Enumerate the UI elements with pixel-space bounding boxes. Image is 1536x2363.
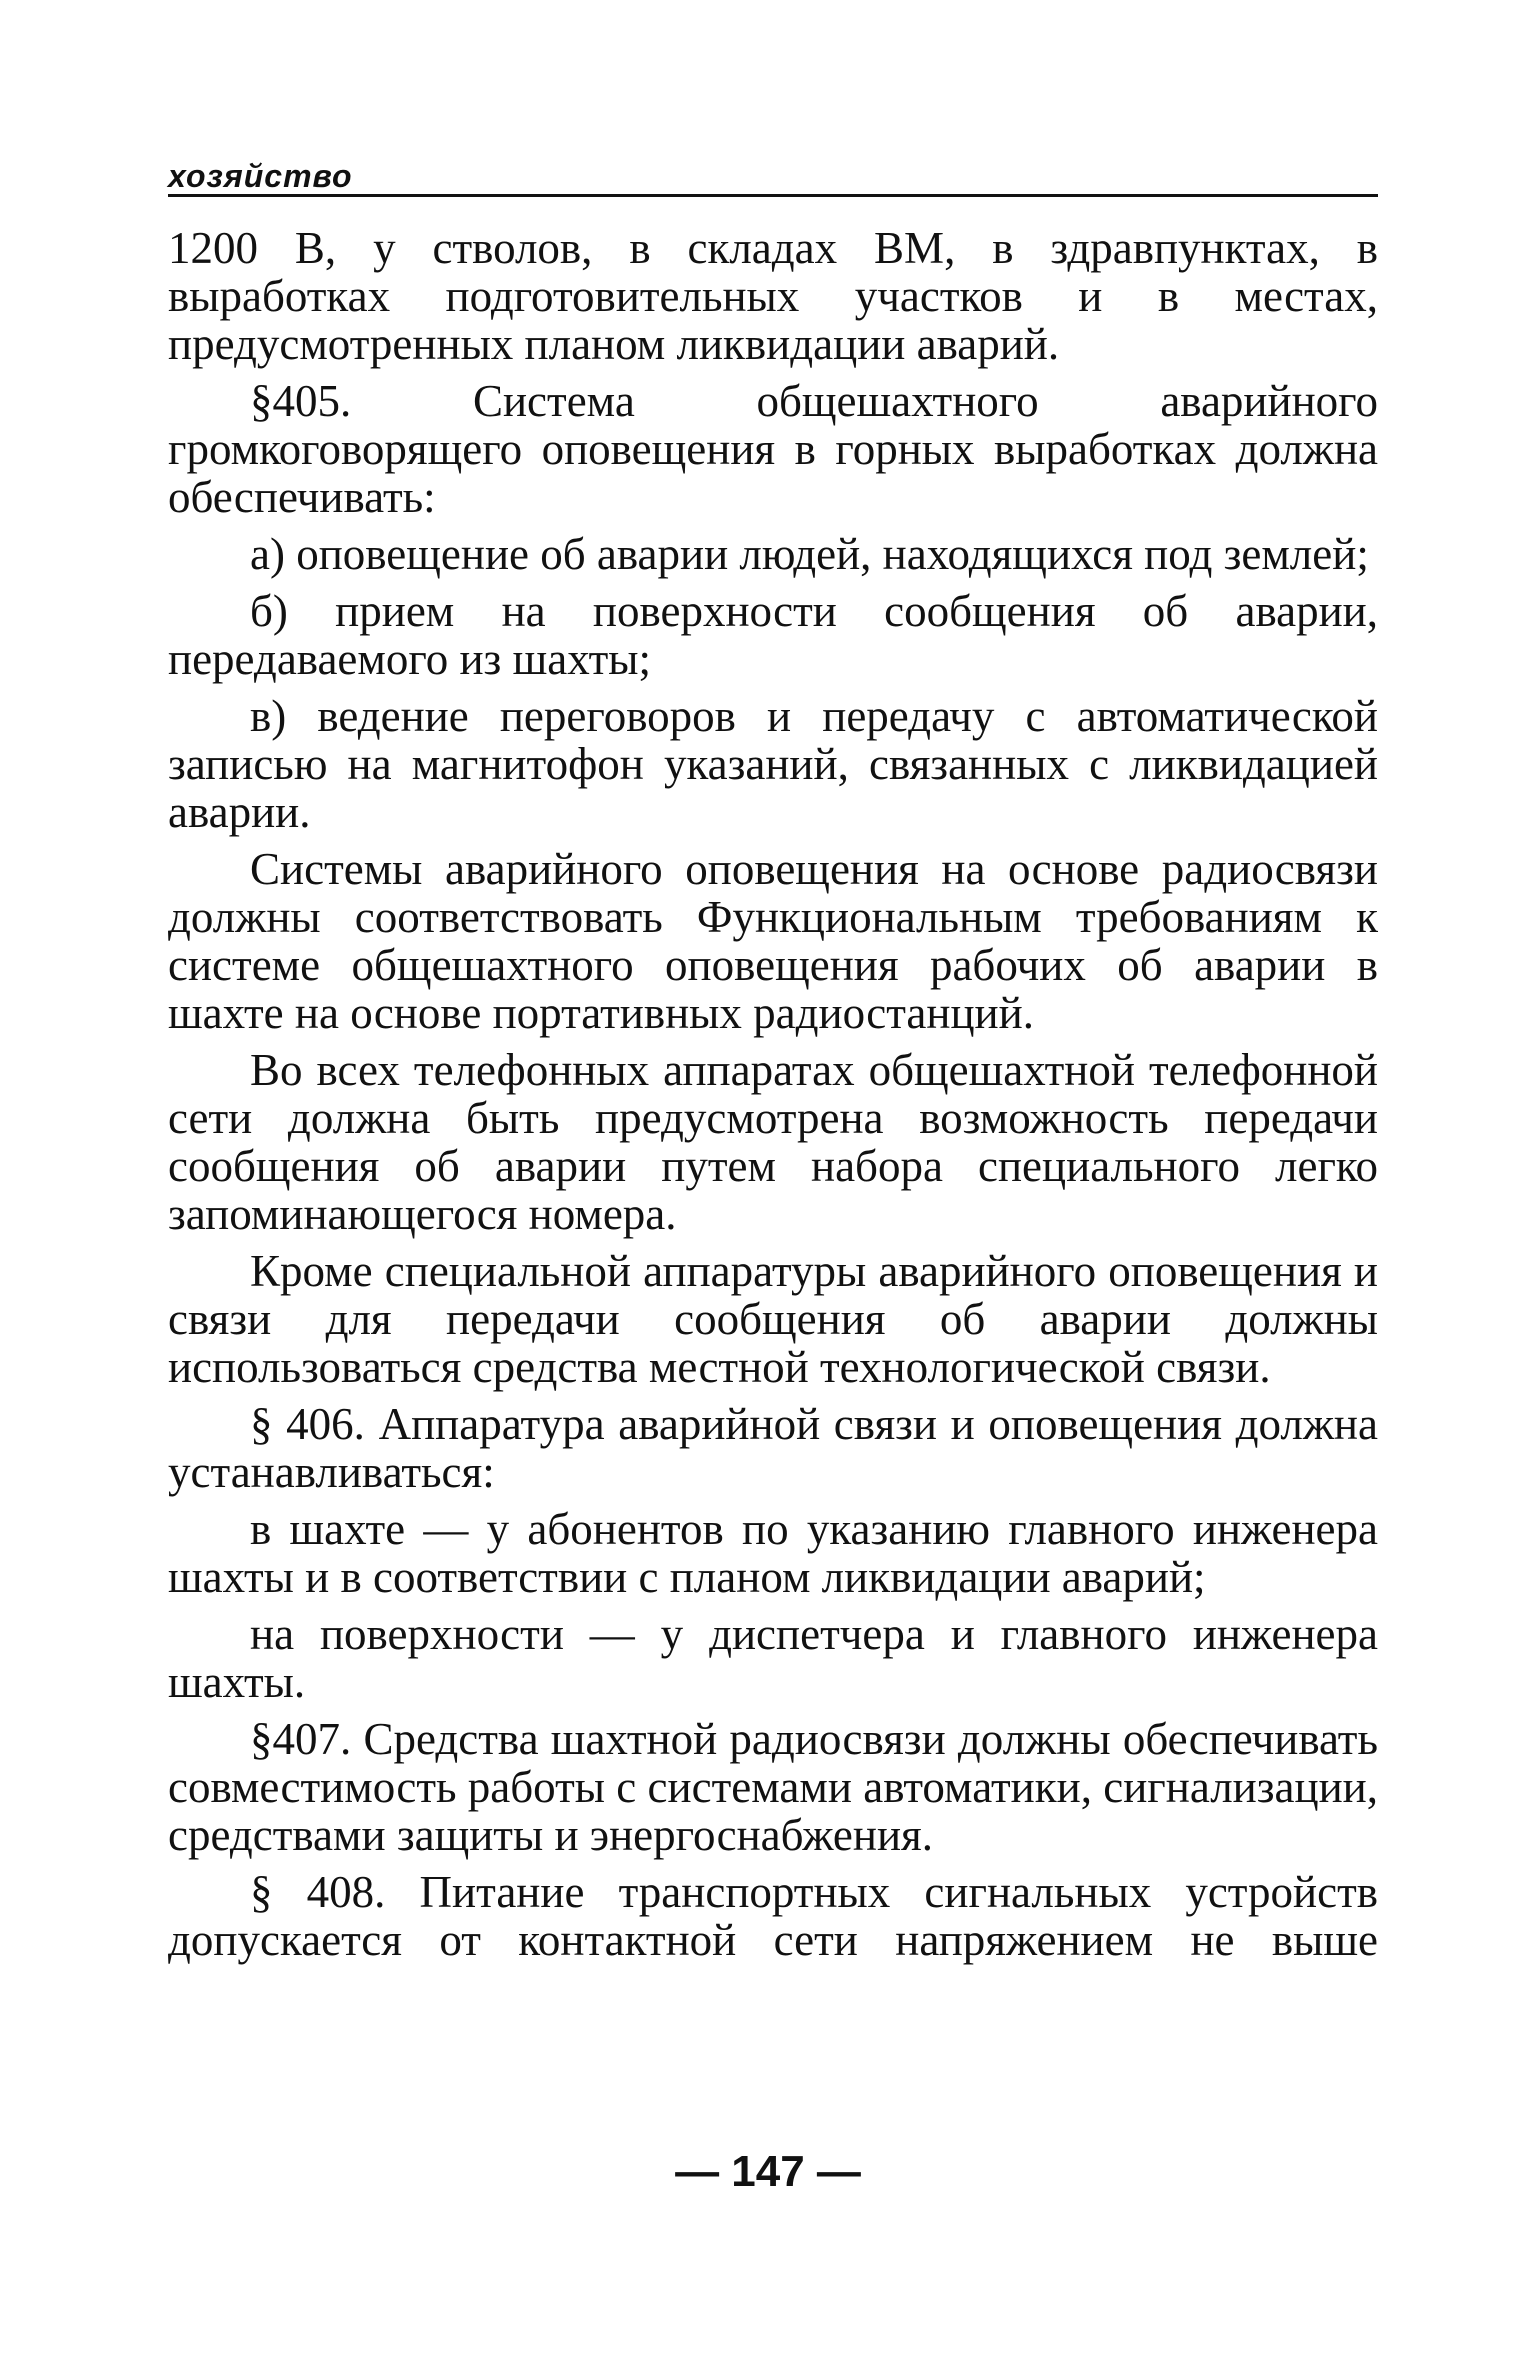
paragraph-408: § 408. Питание транспортных сигнальных устройств допускается от контактной сети напряжением не выше <box>168 1867 1378 1965</box>
paragraph-406: § 406. Аппаратура аварийной связи и оповещения должна устанавливаться: <box>168 1399 1378 1497</box>
list-item-a: а) оповещение об аварии людей, находящихся под землей; <box>250 529 1369 579</box>
paragraph: в шахте — у абонентов по указанию главного инженера шахты и в соответствии с планом ликвидации аварий; <box>168 1504 1378 1602</box>
list-item-b: б) прием на поверхности сообщения об аварии, передаваемого из шахты; <box>168 586 1378 684</box>
page-number: — 147 — <box>675 2147 861 2196</box>
paragraph: Во всех телефонных аппаратах общешахтной телефонной сети должна быть предусмотрена возможность передачи сообщения об аварии путем набора специального легко запоминающегося номера. <box>168 1045 1378 1239</box>
paragraph: 1200 В, у стволов, в складах ВМ, в здравпунктах, в выработках подготовительных участков и в местах, предусмотренных планом ликвидации аварий. <box>168 223 1378 369</box>
paragraph: Кроме специальной аппаратуры аварийного оповещения и связи для передачи сообщения об аварии должны использоваться средства местной технологической связи. <box>168 1246 1378 1392</box>
list-item-v: в) ведение переговоров и передачу с автоматической записью на магнитофон указаний, связанных с ликвидацией аварии. <box>168 691 1378 837</box>
running-head-title: хозяйство <box>168 158 353 194</box>
running-head <box>168 150 1378 197</box>
paragraph-407: §407. Средства шахтной радиосвязи должны обеспечивать совместимость работы с системами автоматики, сигнализации, средствами защиты и энергоснабжения. <box>168 1714 1378 1860</box>
paragraph-405: §405. Система общешахтного аварийного громкоговорящего оповещения в горных выработках должна обеспечивать: <box>168 376 1378 522</box>
body-text <box>168 224 1378 1973</box>
paragraph: Системы аварийного оповещения на основе радиосвязи должны соответствовать Функциональным требованиям к системе общешахтного оповещения рабочих об аварии в шахте на основе портативных радиостанций. <box>168 844 1378 1038</box>
paragraph: на поверхности — у диспетчера и главного инженера шахты. <box>168 1609 1378 1707</box>
